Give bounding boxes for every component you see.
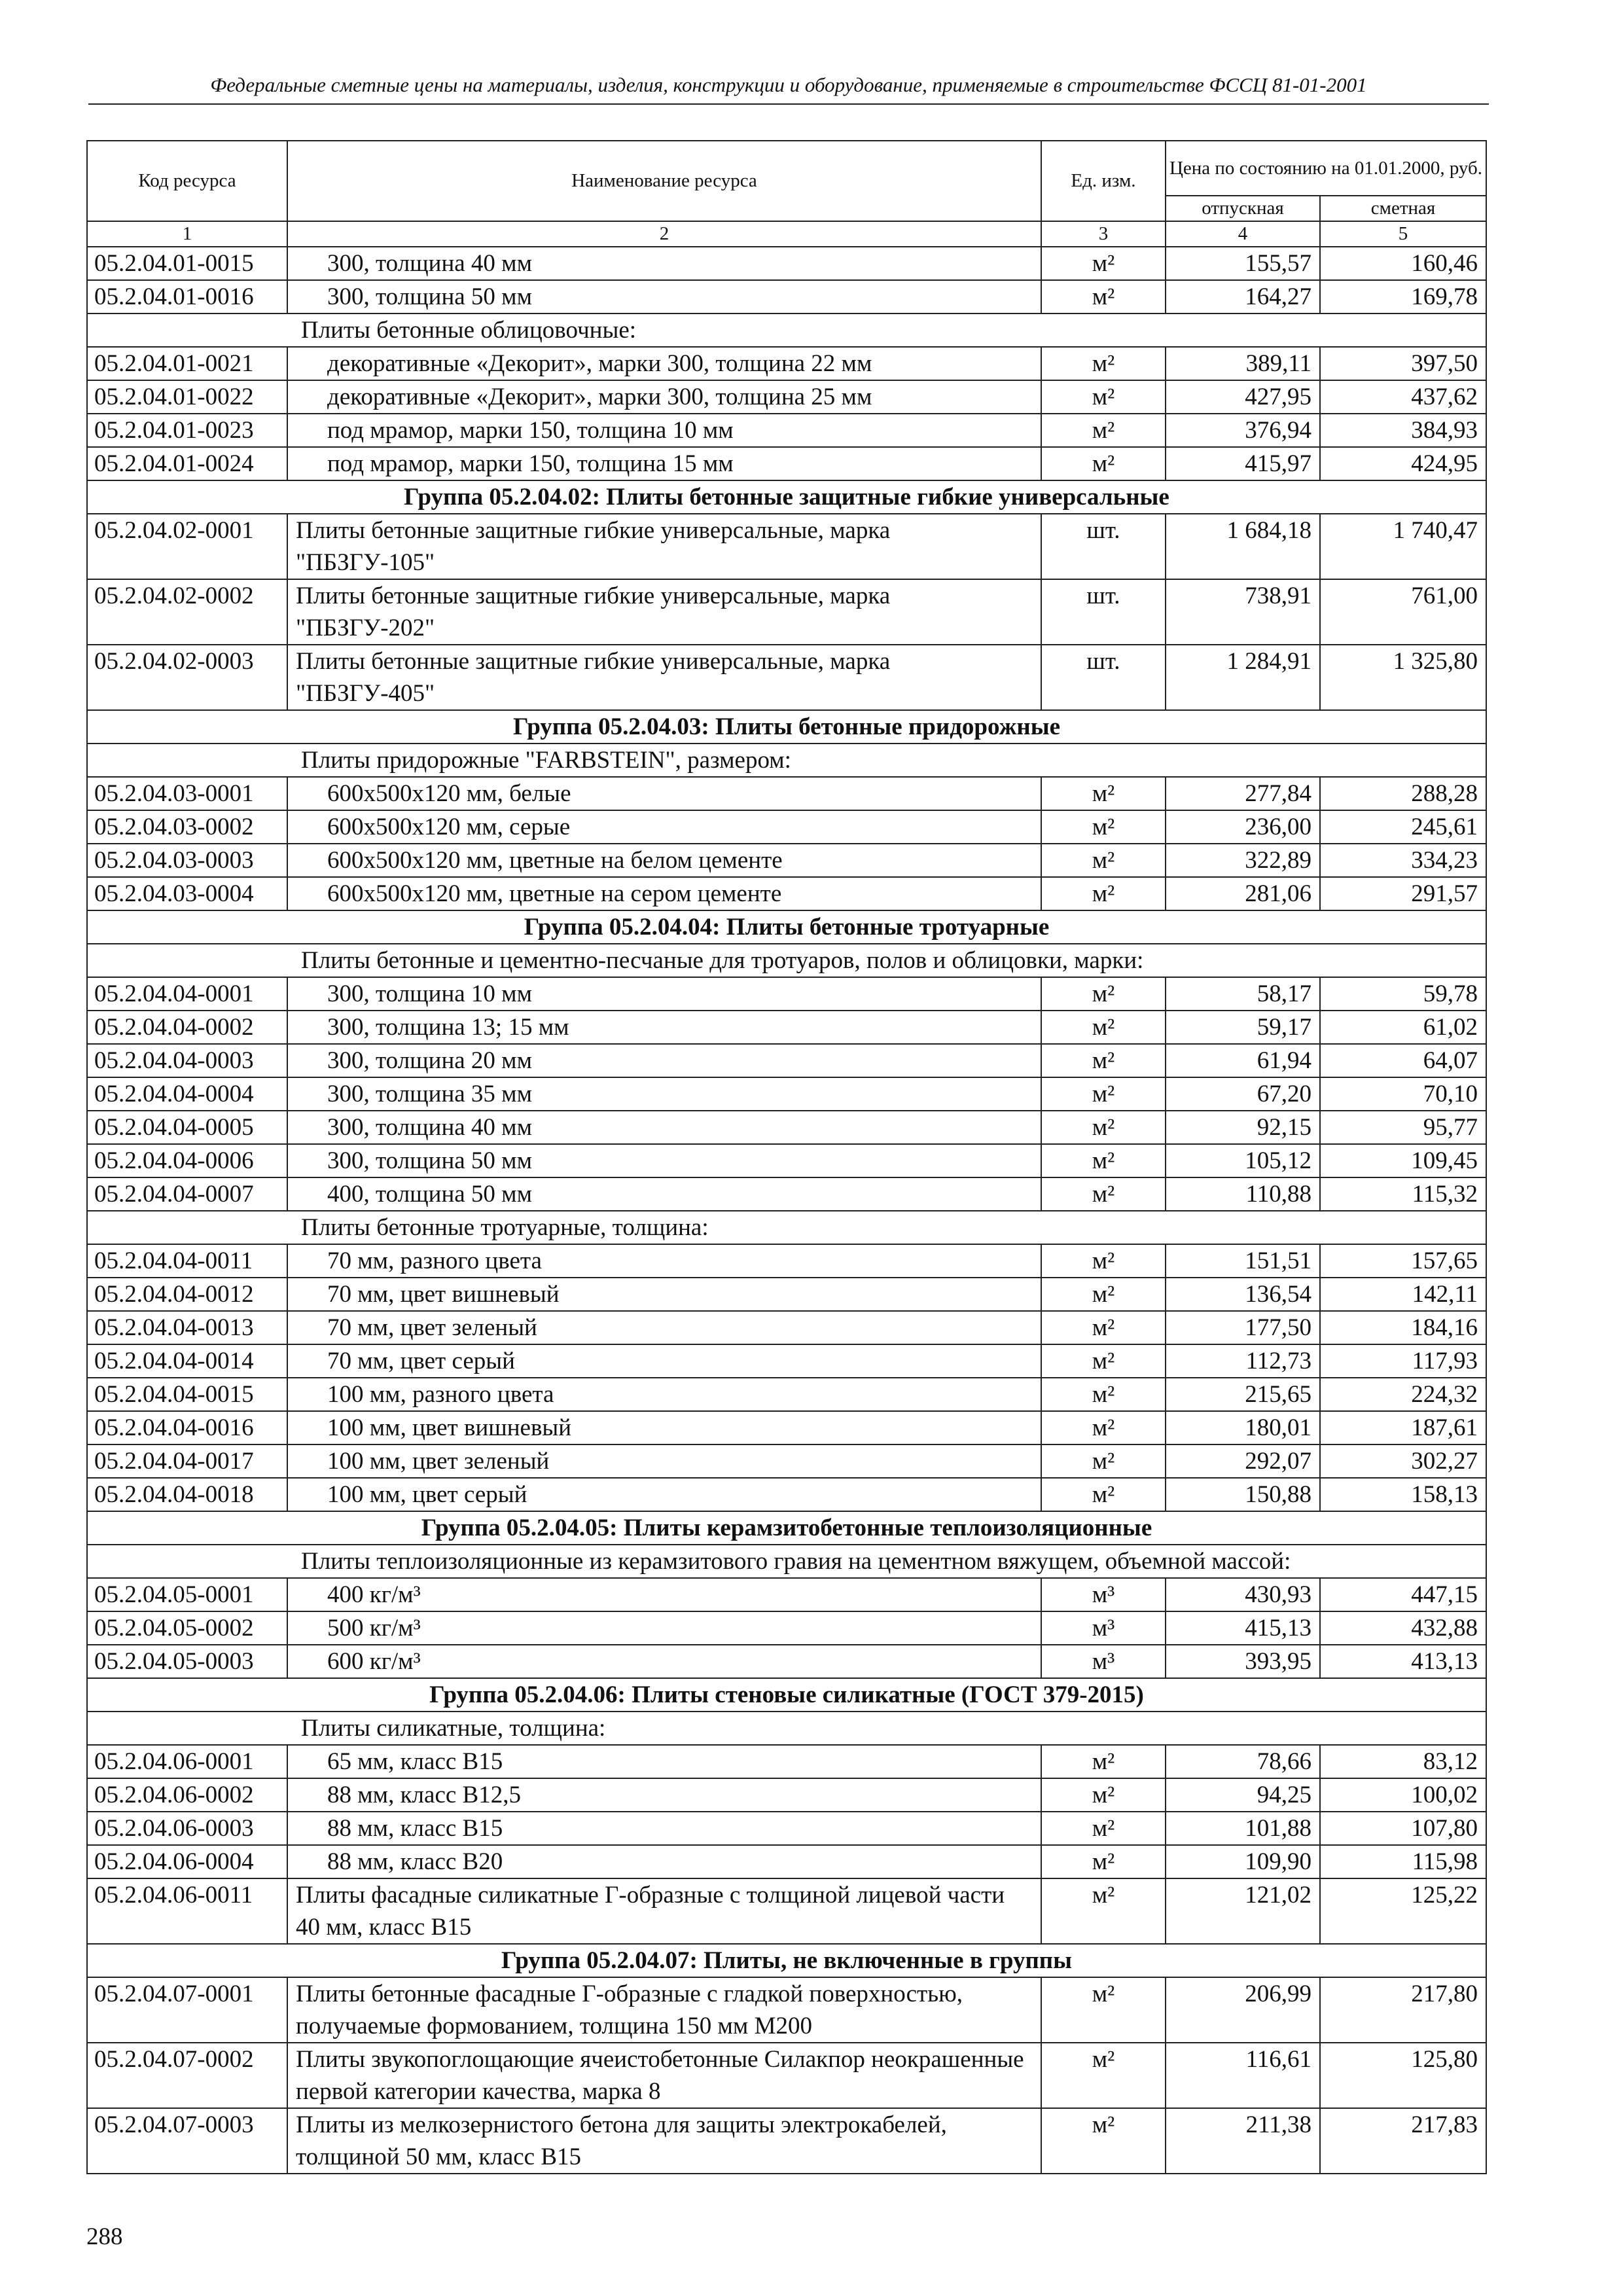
table-row bbox=[87, 1344, 1486, 1378]
subheading: Плиты бетонные тротуарные, толщина: bbox=[87, 1211, 1486, 1244]
resource-name: 600х500х120 мм, серые bbox=[287, 810, 1041, 844]
resource-code: 05.2.04.05-0003 bbox=[87, 1645, 287, 1678]
subheading-row bbox=[87, 314, 1486, 347]
unit: м² bbox=[1041, 247, 1166, 280]
price-release: 155,57 bbox=[1166, 247, 1320, 280]
price-estimate: 157,65 bbox=[1320, 1244, 1486, 1278]
unit: м² bbox=[1041, 280, 1166, 314]
unit: шт. bbox=[1041, 579, 1166, 645]
table-row bbox=[87, 1077, 1486, 1111]
price-estimate: 115,32 bbox=[1320, 1177, 1486, 1211]
resource-code: 05.2.04.06-0002 bbox=[87, 1778, 287, 1812]
page-number: 288 bbox=[86, 2223, 123, 2250]
resource-code: 05.2.04.01-0015 bbox=[87, 247, 287, 280]
table-row bbox=[87, 877, 1486, 910]
unit: м³ bbox=[1041, 1611, 1166, 1645]
price-release: 177,50 bbox=[1166, 1311, 1320, 1344]
col-header-name: Наименование ресурса bbox=[287, 141, 1041, 221]
price-estimate: 413,13 bbox=[1320, 1645, 1486, 1678]
resource-code: 05.2.04.02-0001 bbox=[87, 514, 287, 579]
price-release: 61,94 bbox=[1166, 1044, 1320, 1077]
resource-code: 05.2.04.06-0011 bbox=[87, 1878, 287, 1944]
resource-code: 05.2.04.04-0002 bbox=[87, 1011, 287, 1044]
resource-code: 05.2.04.03-0002 bbox=[87, 810, 287, 844]
price-release: 110,88 bbox=[1166, 1177, 1320, 1211]
resource-code: 05.2.04.04-0014 bbox=[87, 1344, 287, 1378]
price-release: 92,15 bbox=[1166, 1111, 1320, 1144]
table-row bbox=[87, 1144, 1486, 1177]
unit: м² bbox=[1041, 1778, 1166, 1812]
group-heading: Группа 05.2.04.07: Плиты, не включенные в группы bbox=[87, 1944, 1486, 1977]
table-row bbox=[87, 1311, 1486, 1344]
unit: м² bbox=[1041, 977, 1166, 1011]
col-header-price: Цена по состоянию на 01.01.2000, руб. bbox=[1166, 141, 1486, 196]
table-row bbox=[87, 1444, 1486, 1478]
table-row bbox=[87, 977, 1486, 1011]
resource-code: 05.2.04.04-0001 bbox=[87, 977, 287, 1011]
unit: м² bbox=[1041, 447, 1166, 480]
group-heading-row bbox=[87, 480, 1486, 514]
price-estimate: 384,93 bbox=[1320, 414, 1486, 447]
resource-name: 600 кг/м³ bbox=[287, 1645, 1041, 1678]
resource-name: Плиты звукопоглощающие ячеистобетонные Силакпор неокрашенные первой категории качества, марка 8 bbox=[287, 2043, 1041, 2108]
price-release: 206,99 bbox=[1166, 1977, 1320, 2043]
resource-name: 300, толщина 50 мм bbox=[287, 280, 1041, 314]
price-estimate: 302,27 bbox=[1320, 1444, 1486, 1478]
resource-code: 05.2.04.04-0018 bbox=[87, 1478, 287, 1511]
group-heading-row bbox=[87, 910, 1486, 944]
price-release: 180,01 bbox=[1166, 1411, 1320, 1444]
resource-code: 05.2.04.07-0002 bbox=[87, 2043, 287, 2108]
table-row bbox=[87, 1845, 1486, 1878]
resource-name: 300, толщина 40 мм bbox=[287, 247, 1041, 280]
price-estimate: 1 740,47 bbox=[1320, 514, 1486, 579]
price-release: 281,06 bbox=[1166, 877, 1320, 910]
table-row bbox=[87, 645, 1486, 710]
price-release: 427,95 bbox=[1166, 380, 1320, 414]
price-estimate: 160,46 bbox=[1320, 247, 1486, 280]
table-row bbox=[87, 414, 1486, 447]
resource-name: 300, толщина 50 мм bbox=[287, 1144, 1041, 1177]
resource-name: 400, толщина 50 мм bbox=[287, 1177, 1041, 1211]
unit: м² bbox=[1041, 1977, 1166, 2043]
price-estimate: 64,07 bbox=[1320, 1044, 1486, 1077]
group-heading: Группа 05.2.04.04: Плиты бетонные тротуарные bbox=[87, 910, 1486, 944]
table-row bbox=[87, 280, 1486, 314]
price-estimate: 424,95 bbox=[1320, 447, 1486, 480]
price-release: 415,97 bbox=[1166, 447, 1320, 480]
unit: м² bbox=[1041, 877, 1166, 910]
resource-code: 05.2.04.06-0001 bbox=[87, 1745, 287, 1778]
price-release: 151,51 bbox=[1166, 1244, 1320, 1278]
resource-name: 600х500х120 мм, цветные на сером цементе bbox=[287, 877, 1041, 910]
resource-name: 70 мм, цвет вишневый bbox=[287, 1278, 1041, 1311]
resource-code: 05.2.04.07-0003 bbox=[87, 2108, 287, 2174]
unit: м² bbox=[1041, 1077, 1166, 1111]
price-release: 136,54 bbox=[1166, 1278, 1320, 1311]
resource-code: 05.2.04.03-0004 bbox=[87, 877, 287, 910]
unit: м² bbox=[1041, 1011, 1166, 1044]
table-row bbox=[87, 579, 1486, 645]
table-row bbox=[87, 447, 1486, 480]
unit: шт. bbox=[1041, 514, 1166, 579]
price-release: 215,65 bbox=[1166, 1378, 1320, 1411]
price-estimate: 169,78 bbox=[1320, 280, 1486, 314]
unit: м² bbox=[1041, 1444, 1166, 1478]
table-row bbox=[87, 514, 1486, 579]
price-release: 393,95 bbox=[1166, 1645, 1320, 1678]
resource-code: 05.2.04.07-0001 bbox=[87, 1977, 287, 2043]
price-estimate: 115,98 bbox=[1320, 1845, 1486, 1878]
resource-code: 05.2.04.02-0003 bbox=[87, 645, 287, 710]
price-estimate: 125,22 bbox=[1320, 1878, 1486, 1944]
subheading: Плиты теплоизоляционные из керамзитового гравия на цементном вяжущем, объемной массой: bbox=[87, 1545, 1486, 1578]
col-number-1: 1 bbox=[87, 221, 287, 247]
resource-code: 05.2.04.05-0002 bbox=[87, 1611, 287, 1645]
resource-code: 05.2.04.04-0012 bbox=[87, 1278, 287, 1311]
unit: м² bbox=[1041, 1478, 1166, 1511]
resource-code: 05.2.04.01-0022 bbox=[87, 380, 287, 414]
table-row bbox=[87, 347, 1486, 380]
group-heading: Группа 05.2.04.05: Плиты керамзитобетонные теплоизоляционные bbox=[87, 1511, 1486, 1545]
table-row bbox=[87, 1478, 1486, 1511]
price-estimate: 437,62 bbox=[1320, 380, 1486, 414]
resource-name: 70 мм, цвет серый bbox=[287, 1344, 1041, 1378]
resource-code: 05.2.04.06-0003 bbox=[87, 1812, 287, 1845]
price-release: 738,91 bbox=[1166, 579, 1320, 645]
resource-name: Плиты бетонные фасадные Г-образные с гладкой поверхностью, получаемые формованием, толщина 150 мм М200 bbox=[287, 1977, 1041, 2043]
resource-name: 100 мм, разного цвета bbox=[287, 1378, 1041, 1411]
resource-code: 05.2.04.01-0021 bbox=[87, 347, 287, 380]
unit: шт. bbox=[1041, 645, 1166, 710]
resource-name: Плиты бетонные защитные гибкие универсальные, марка "ПБЗГУ-405" bbox=[287, 645, 1041, 710]
price-estimate: 245,61 bbox=[1320, 810, 1486, 844]
unit: м² bbox=[1041, 1812, 1166, 1845]
subheading: Плиты бетонные и цементно-песчаные для тротуаров, полов и облицовки, марки: bbox=[87, 944, 1486, 977]
unit: м² bbox=[1041, 1878, 1166, 1944]
price-release: 236,00 bbox=[1166, 810, 1320, 844]
resource-name: 300, толщина 10 мм bbox=[287, 977, 1041, 1011]
unit: м² bbox=[1041, 1177, 1166, 1211]
resource-code: 05.2.04.01-0024 bbox=[87, 447, 287, 480]
resource-name: 100 мм, цвет вишневый bbox=[287, 1411, 1041, 1444]
price-release: 164,27 bbox=[1166, 280, 1320, 314]
price-estimate: 334,23 bbox=[1320, 844, 1486, 877]
resource-name: 300, толщина 35 мм bbox=[287, 1077, 1041, 1111]
price-estimate: 83,12 bbox=[1320, 1745, 1486, 1778]
price-estimate: 397,50 bbox=[1320, 347, 1486, 380]
price-release: 109,90 bbox=[1166, 1845, 1320, 1878]
unit: м² bbox=[1041, 1278, 1166, 1311]
price-estimate: 224,32 bbox=[1320, 1378, 1486, 1411]
price-estimate: 125,80 bbox=[1320, 2043, 1486, 2108]
price-release: 430,93 bbox=[1166, 1578, 1320, 1611]
price-estimate: 59,78 bbox=[1320, 977, 1486, 1011]
price-estimate: 432,88 bbox=[1320, 1611, 1486, 1645]
unit: м² bbox=[1041, 1745, 1166, 1778]
resource-name: Плиты бетонные защитные гибкие универсальные, марка "ПБЗГУ-105" bbox=[287, 514, 1041, 579]
unit: м² bbox=[1041, 777, 1166, 810]
price-estimate: 61,02 bbox=[1320, 1011, 1486, 1044]
resource-name: под мрамор, марки 150, толщина 15 мм bbox=[287, 447, 1041, 480]
price-release: 322,89 bbox=[1166, 844, 1320, 877]
table-row bbox=[87, 1111, 1486, 1144]
price-release: 116,61 bbox=[1166, 2043, 1320, 2108]
resource-code: 05.2.04.03-0003 bbox=[87, 844, 287, 877]
col-number-2: 2 bbox=[287, 221, 1041, 247]
resource-name: 88 мм, класс В20 bbox=[287, 1845, 1041, 1878]
resource-name: 500 кг/м³ bbox=[287, 1611, 1041, 1645]
col-number-3: 3 bbox=[1041, 221, 1166, 247]
resource-name: декоративные «Декорит», марки 300, толщина 25 мм bbox=[287, 380, 1041, 414]
group-heading-row bbox=[87, 1511, 1486, 1545]
group-heading-row bbox=[87, 710, 1486, 744]
resource-name: 65 мм, класс В15 bbox=[287, 1745, 1041, 1778]
col-header-unit: Ед. изм. bbox=[1041, 141, 1166, 221]
price-estimate: 288,28 bbox=[1320, 777, 1486, 810]
unit: м² bbox=[1041, 844, 1166, 877]
subheading-row bbox=[87, 744, 1486, 777]
table-row bbox=[87, 380, 1486, 414]
price-release: 78,66 bbox=[1166, 1745, 1320, 1778]
resource-code: 05.2.04.04-0016 bbox=[87, 1411, 287, 1444]
price-release: 389,11 bbox=[1166, 347, 1320, 380]
unit: м³ bbox=[1041, 1578, 1166, 1611]
resource-code: 05.2.04.04-0007 bbox=[87, 1177, 287, 1211]
price-estimate: 158,13 bbox=[1320, 1478, 1486, 1511]
resource-name: 300, толщина 20 мм bbox=[287, 1044, 1041, 1077]
price-estimate: 187,61 bbox=[1320, 1411, 1486, 1444]
table-row bbox=[87, 1778, 1486, 1812]
price-release: 376,94 bbox=[1166, 414, 1320, 447]
group-heading: Группа 05.2.04.02: Плиты бетонные защитные гибкие универсальные bbox=[87, 480, 1486, 514]
price-release: 1 284,91 bbox=[1166, 645, 1320, 710]
table-row bbox=[87, 1645, 1486, 1678]
col-header-estimate: сметная bbox=[1320, 196, 1486, 221]
resource-code: 05.2.04.04-0003 bbox=[87, 1044, 287, 1077]
unit: м² bbox=[1041, 347, 1166, 380]
price-estimate: 291,57 bbox=[1320, 877, 1486, 910]
price-estimate: 1 325,80 bbox=[1320, 645, 1486, 710]
col-header-code: Код ресурса bbox=[87, 141, 287, 221]
unit: м² bbox=[1041, 1044, 1166, 1077]
group-heading-row bbox=[87, 1944, 1486, 1977]
resource-code: 05.2.04.06-0004 bbox=[87, 1845, 287, 1878]
table-row bbox=[87, 1812, 1486, 1845]
price-estimate: 447,15 bbox=[1320, 1578, 1486, 1611]
price-estimate: 100,02 bbox=[1320, 1778, 1486, 1812]
price-release: 277,84 bbox=[1166, 777, 1320, 810]
resource-name: 88 мм, класс В12,5 bbox=[287, 1778, 1041, 1812]
resource-code: 05.2.04.04-0006 bbox=[87, 1144, 287, 1177]
unit: м² bbox=[1041, 1378, 1166, 1411]
unit: м² bbox=[1041, 380, 1166, 414]
subheading-row bbox=[87, 944, 1486, 977]
table-row bbox=[87, 1578, 1486, 1611]
price-release: 415,13 bbox=[1166, 1611, 1320, 1645]
table-row bbox=[87, 1278, 1486, 1311]
resource-code: 05.2.04.02-0002 bbox=[87, 579, 287, 645]
col-number-4: 4 bbox=[1166, 221, 1320, 247]
table-row bbox=[87, 1411, 1486, 1444]
table-row bbox=[87, 1044, 1486, 1077]
table-row bbox=[87, 2108, 1486, 2174]
resource-name: Плиты из мелкозернистого бетона для защиты электрокабелей, толщиной 50 мм, класс В15 bbox=[287, 2108, 1041, 2174]
unit: м² bbox=[1041, 1144, 1166, 1177]
price-release: 112,73 bbox=[1166, 1344, 1320, 1378]
group-heading: Группа 05.2.04.06: Плиты стеновые силикатные (ГОСТ 379-2015) bbox=[87, 1678, 1486, 1712]
price-table bbox=[86, 140, 1487, 2174]
price-estimate: 217,80 bbox=[1320, 1977, 1486, 2043]
price-estimate: 184,16 bbox=[1320, 1311, 1486, 1344]
price-estimate: 117,93 bbox=[1320, 1344, 1486, 1378]
subheading-row bbox=[87, 1712, 1486, 1745]
resource-name: 400 кг/м³ bbox=[287, 1578, 1041, 1611]
resource-code: 05.2.04.04-0011 bbox=[87, 1244, 287, 1278]
table-row bbox=[87, 1011, 1486, 1044]
resource-name: Плиты фасадные силикатные Г-образные с толщиной лицевой части 40 мм, класс В15 bbox=[287, 1878, 1041, 1944]
resource-code: 05.2.04.01-0016 bbox=[87, 280, 287, 314]
table-row bbox=[87, 1745, 1486, 1778]
table-row bbox=[87, 1177, 1486, 1211]
price-estimate: 95,77 bbox=[1320, 1111, 1486, 1144]
resource-name: 600х500х120 мм, белые bbox=[287, 777, 1041, 810]
unit: м³ bbox=[1041, 1645, 1166, 1678]
price-release: 67,20 bbox=[1166, 1077, 1320, 1111]
unit: м² bbox=[1041, 1344, 1166, 1378]
col-number-5: 5 bbox=[1320, 221, 1486, 247]
price-estimate: 107,80 bbox=[1320, 1812, 1486, 1845]
resource-code: 05.2.04.04-0005 bbox=[87, 1111, 287, 1144]
table-row bbox=[87, 1244, 1486, 1278]
table-row bbox=[87, 1378, 1486, 1411]
price-estimate: 109,45 bbox=[1320, 1144, 1486, 1177]
table-header bbox=[87, 141, 1486, 247]
price-release: 105,12 bbox=[1166, 1144, 1320, 1177]
resource-name: под мрамор, марки 150, толщина 10 мм bbox=[287, 414, 1041, 447]
table-row bbox=[87, 844, 1486, 877]
unit: м² bbox=[1041, 414, 1166, 447]
table-row bbox=[87, 1977, 1486, 2043]
price-release: 101,88 bbox=[1166, 1812, 1320, 1845]
table-row bbox=[87, 247, 1486, 280]
unit: м² bbox=[1041, 1111, 1166, 1144]
unit: м² bbox=[1041, 1845, 1166, 1878]
table-row bbox=[87, 810, 1486, 844]
price-release: 121,02 bbox=[1166, 1878, 1320, 1944]
subheading-row bbox=[87, 1211, 1486, 1244]
resource-name: 300, толщина 40 мм bbox=[287, 1111, 1041, 1144]
table-row bbox=[87, 1878, 1486, 1944]
table-body bbox=[87, 247, 1486, 2174]
resource-name: 300, толщина 13; 15 мм bbox=[287, 1011, 1041, 1044]
price-estimate: 142,11 bbox=[1320, 1278, 1486, 1311]
table-row bbox=[87, 2043, 1486, 2108]
resource-code: 05.2.04.04-0004 bbox=[87, 1077, 287, 1111]
unit: м² bbox=[1041, 810, 1166, 844]
resource-name: 70 мм, разного цвета bbox=[287, 1244, 1041, 1278]
price-release: 1 684,18 bbox=[1166, 514, 1320, 579]
resource-code: 05.2.04.03-0001 bbox=[87, 777, 287, 810]
group-heading: Группа 05.2.04.03: Плиты бетонные придорожные bbox=[87, 710, 1486, 744]
resource-name: Плиты бетонные защитные гибкие универсальные, марка "ПБЗГУ-202" bbox=[287, 579, 1041, 645]
group-heading-row bbox=[87, 1678, 1486, 1712]
price-estimate: 217,83 bbox=[1320, 2108, 1486, 2174]
header-divider bbox=[88, 103, 1489, 105]
price-release: 150,88 bbox=[1166, 1478, 1320, 1511]
price-release: 94,25 bbox=[1166, 1778, 1320, 1812]
subheading: Плиты силикатные, толщина: bbox=[87, 1712, 1486, 1745]
subheading: Плиты придорожные "FARBSTEIN", размером: bbox=[87, 744, 1486, 777]
resource-name: 88 мм, класс В15 bbox=[287, 1812, 1041, 1845]
table-row bbox=[87, 777, 1486, 810]
resource-code: 05.2.04.05-0001 bbox=[87, 1578, 287, 1611]
resource-code: 05.2.04.04-0013 bbox=[87, 1311, 287, 1344]
subheading: Плиты бетонные облицовочные: bbox=[87, 314, 1486, 347]
price-release: 59,17 bbox=[1166, 1011, 1320, 1044]
price-release: 58,17 bbox=[1166, 977, 1320, 1011]
price-estimate: 761,00 bbox=[1320, 579, 1486, 645]
page-header-title: Федеральные сметные цены на материалы, изделия, конструкции и оборудование, применяемые в строительстве ФССЦ 81-01-2001 bbox=[210, 73, 1367, 96]
unit: м² bbox=[1041, 2043, 1166, 2108]
resource-name: 70 мм, цвет зеленый bbox=[287, 1311, 1041, 1344]
table-row bbox=[87, 1611, 1486, 1645]
price-release: 292,07 bbox=[1166, 1444, 1320, 1478]
col-header-release: отпускная bbox=[1166, 196, 1320, 221]
price-release: 211,38 bbox=[1166, 2108, 1320, 2174]
resource-name: декоративные «Декорит», марки 300, толщина 22 мм bbox=[287, 347, 1041, 380]
unit: м² bbox=[1041, 1311, 1166, 1344]
price-estimate: 70,10 bbox=[1320, 1077, 1486, 1111]
subheading-row bbox=[87, 1545, 1486, 1578]
resource-name: 600х500х120 мм, цветные на белом цементе bbox=[287, 844, 1041, 877]
resource-code: 05.2.04.04-0017 bbox=[87, 1444, 287, 1478]
resource-name: 100 мм, цвет серый bbox=[287, 1478, 1041, 1511]
resource-code: 05.2.04.01-0023 bbox=[87, 414, 287, 447]
unit: м² bbox=[1041, 1244, 1166, 1278]
unit: м² bbox=[1041, 1411, 1166, 1444]
unit: м² bbox=[1041, 2108, 1166, 2174]
resource-code: 05.2.04.04-0015 bbox=[87, 1378, 287, 1411]
resource-name: 100 мм, цвет зеленый bbox=[287, 1444, 1041, 1478]
